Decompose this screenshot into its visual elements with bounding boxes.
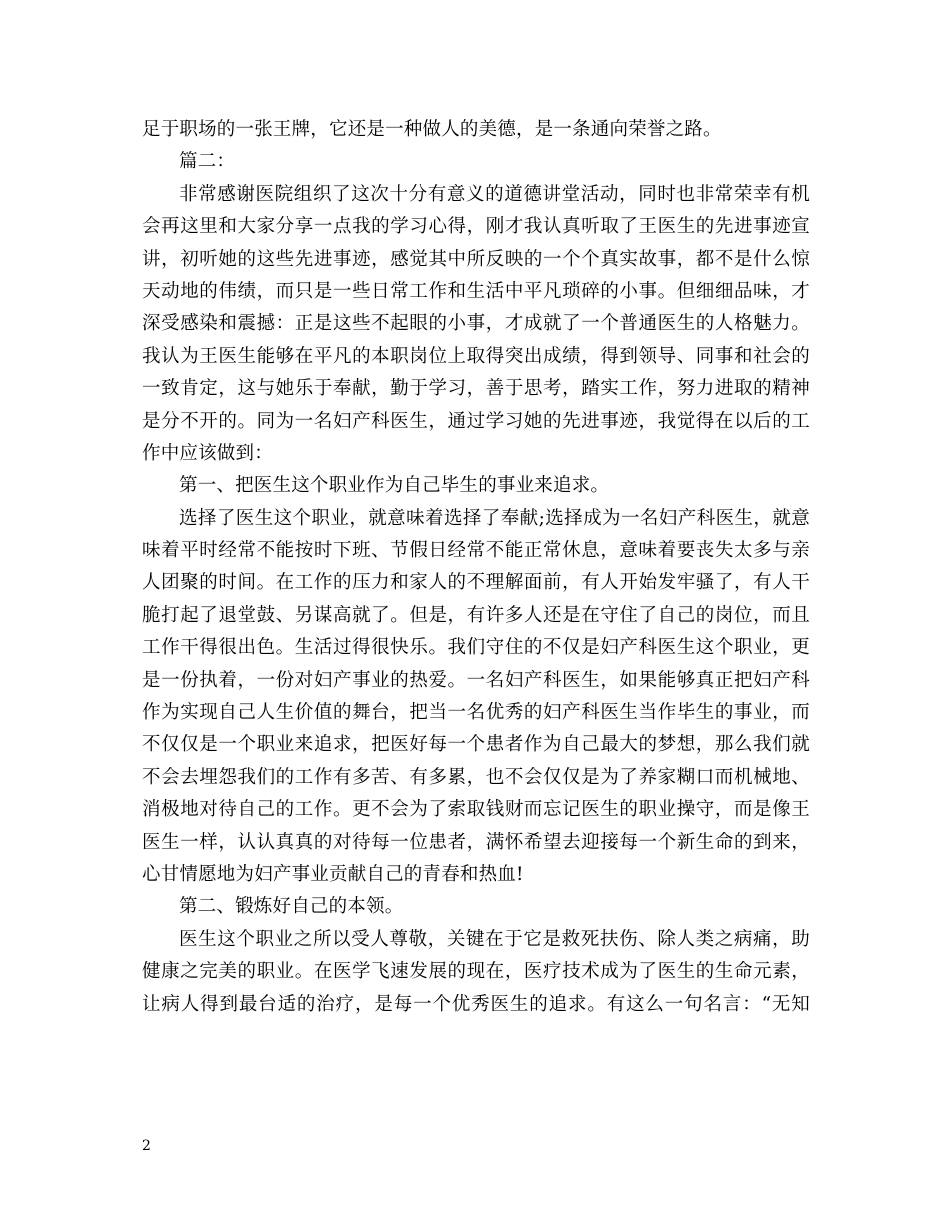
text-line: 篇二： [179, 151, 236, 173]
text-line: 味着平时经常不能按时下班、节假日经常不能正常休息，意味着要丧失太多与亲 [142, 540, 810, 562]
text-line: 心甘情愿地为妇产事业贡献自己的青春和热血! [142, 863, 524, 885]
text-line: 作为实现自己人生价值的舞台，把当一名优秀的妇产科医生当作毕生的事业，而 [142, 702, 810, 724]
text-line: 第一、把医生这个职业作为自己毕生的事业来追求。 [179, 475, 610, 497]
text-line: 讲，初听她的这些先进事迹，感觉其中所反映的一个个真实故事，都不是什么惊 [142, 248, 810, 270]
text-line: 天动地的伟绩，而只是一些日常工作和生活中平凡琐碎的小事。但细细品味，才 [142, 280, 810, 302]
text-line: 人团聚的时间。在工作的压力和家人的不理解面前，有人开始发牢骚了，有人干 [142, 572, 810, 594]
text-line: 选择了医生这个职业，就意味着选择了奉献;选择成为一名妇产科医生，就意 [179, 507, 810, 529]
page-number: 2 [142, 1138, 151, 1154]
text-line: 健康之完美的职业。在医学飞速发展的现在，医疗技术成为了医生的生命元素， [142, 961, 810, 983]
text-line: 医生这个职业之所以受人尊敬，关键在于它是救死扶伤、除人类之病痛，助 [179, 928, 810, 950]
text-line: 不仅仅是一个职业来追求，把医好每一个患者作为自己最大的梦想，那么我们就 [142, 734, 810, 756]
text-line: 是分不开的。同为一名妇产科医生，通过学习她的先进事迹，我觉得在以后的工 [142, 410, 810, 432]
text-line: 第二、锻炼好自己的本领。 [179, 896, 404, 918]
text-line: 是一份执着，一份对妇产事业的热爱。一名妇产科医生，如果能够真正把妇产科 [142, 669, 810, 691]
text-line: 让病人得到最台适的治疗，是每一个优秀医生的追求。有这么一句名言：“无知 [142, 993, 810, 1015]
text-line: 作中应该做到： [142, 442, 273, 464]
text-line: 一致肯定，这与她乐于奉献，勤于学习，善于思考，踏实工作，努力进取的精神 [142, 378, 810, 400]
text-line: 非常感谢医院组织了这次十分有意义的道德讲堂活动，同时也非常荣幸有机 [179, 183, 810, 205]
text-line: 足于职场的一张王牌，它还是一种做人的美德，是一条通向荣誉之路。 [142, 119, 722, 140]
text-line: 消极地对待自己的工作。更不会为了索取钱财而忘记医生的职业操守，而是像王 [142, 799, 810, 821]
text-line: 工作干得很出色。生活过得很快乐。我们守住的不仅是妇产科医生这个职业，更 [142, 637, 810, 659]
text-line: 会再这里和大家分享一点我的学习心得，刚才我认真听取了王医生的先进事迹宣 [142, 216, 810, 238]
text-line: 脆打起了退堂鼓、另谋高就了。但是，有许多人还是在守住了自己的岗位，而且 [142, 604, 810, 626]
body-text [142, 114, 810, 1021]
text-line: 不会去埋怨我们的工作有多苦、有多累，也不会仅仅是为了养家糊口而机械地、 [142, 766, 810, 788]
text-line: 我认为王医生能够在平凡的本职岗位上取得突出成绩，得到领导、同事和社会的 [142, 345, 810, 367]
text-line: 医生一样，认认真真的对待每一位患者，满怀希望去迎接每一个新生命的到来， [142, 831, 810, 853]
text-line: 深受感染和震撼：正是这些不起眼的小事，才成就了一个普通医生的人格魅力。 [142, 313, 810, 335]
